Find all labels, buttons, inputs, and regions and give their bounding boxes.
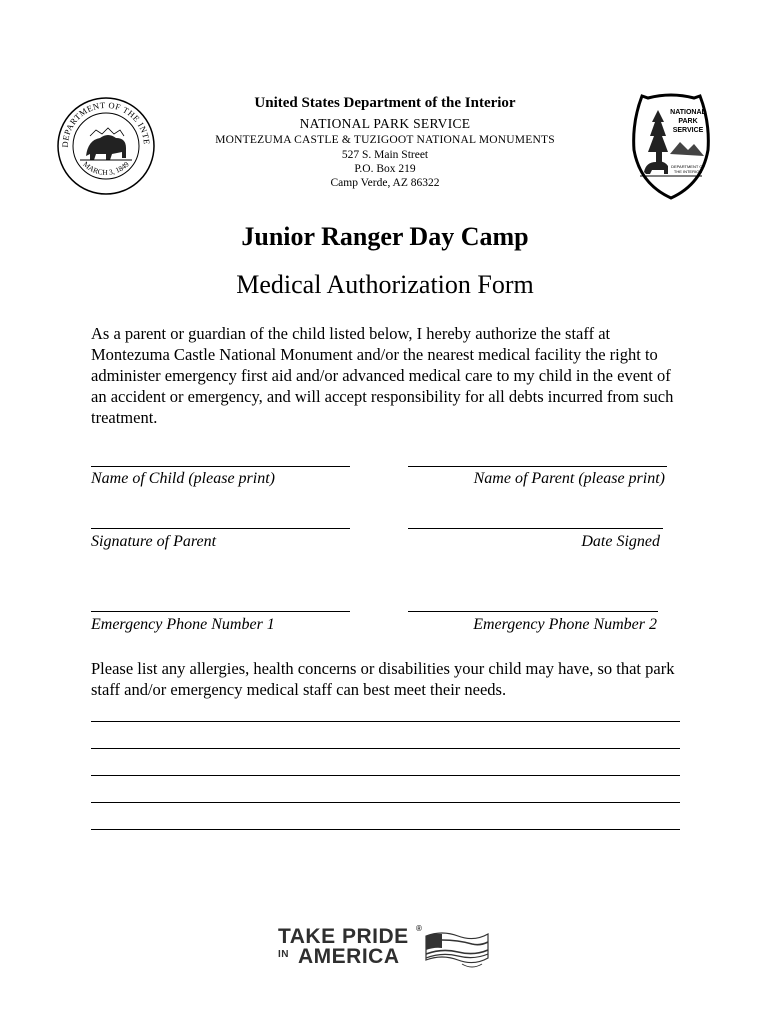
date-signed-label: Date Signed [581,533,660,550]
department-title: United States Department of the Interior [254,95,516,111]
address-po-box: P.O. Box 219 [354,163,416,175]
service-name: NATIONAL PARK SERVICE [299,116,471,131]
nps-badge-text-1: NATIONAL [670,109,706,116]
seal-date-text: MARCH 3, 1849 [81,159,131,177]
child-name-label: Name of Child (please print) [91,470,275,487]
parent-signature-label: Signature of Parent [91,533,217,550]
allergy-line[interactable] [91,748,680,749]
parent-signature-field[interactable] [91,528,350,529]
parent-name-field[interactable] [408,466,667,467]
form-subtitle: Medical Authorization Form [236,270,534,299]
emergency-phone-2-label: Emergency Phone Number 2 [473,616,657,633]
allergy-line[interactable] [91,721,680,722]
seal-ring-text: DEPARTMENT OF THE INTE [59,99,153,148]
logo-in-prefix: IN [278,949,289,960]
child-name-field[interactable] [91,466,350,467]
address-city: Camp Verde, AZ 86322 [330,177,440,189]
logo-line-2: AMERICA [298,945,400,968]
date-signed-field[interactable] [408,528,663,529]
emergency-phone-2-field[interactable] [408,611,658,612]
nps-badge-dept-2: THE INTERIOR [673,169,703,174]
allergy-line[interactable] [91,775,680,776]
monuments-name: MONTEZUMA CASTLE & TUZIGOOT NATIONAL MONUMENTS [215,134,555,146]
nps-badge-text-3: SERVICE [672,127,704,134]
address-street: 527 S. Main Street [341,149,429,161]
flag-icon [422,926,490,972]
allergy-line[interactable] [91,802,680,803]
form-title: Junior Ranger Day Camp [241,222,529,251]
allergy-line[interactable] [91,829,680,830]
take-pride-in-america-logo [278,926,490,974]
logo-registered-mark: ® [416,924,423,933]
nps-badge-text-2: PARK [678,118,698,125]
nps-badge-dept-1: DEPARTMENT OF [671,164,705,169]
parent-name-label: Name of Parent (please print) [473,470,665,487]
authorization-paragraph: As a parent or guardian of the child listed below, I hereby authorize the staff at Montezuma Castle National Monument and/or the nearest medical facility the right to administer emergency first aid and/or advanced medical care to my child in the event of an accident or emergency, and will accept responsibility for all debts incurred from such treatment. [91,324,674,427]
logo-line-1: TAKE PRIDE [278,925,409,948]
emergency-phone-1-label: Emergency Phone Number 1 [91,616,275,633]
emergency-phone-1-field[interactable] [91,611,350,612]
allergy-prompt: Please list any allergies, health concerns or disabilities your child may have, so that park staff and/or emergency medical staff can best meet their needs. [91,659,675,699]
